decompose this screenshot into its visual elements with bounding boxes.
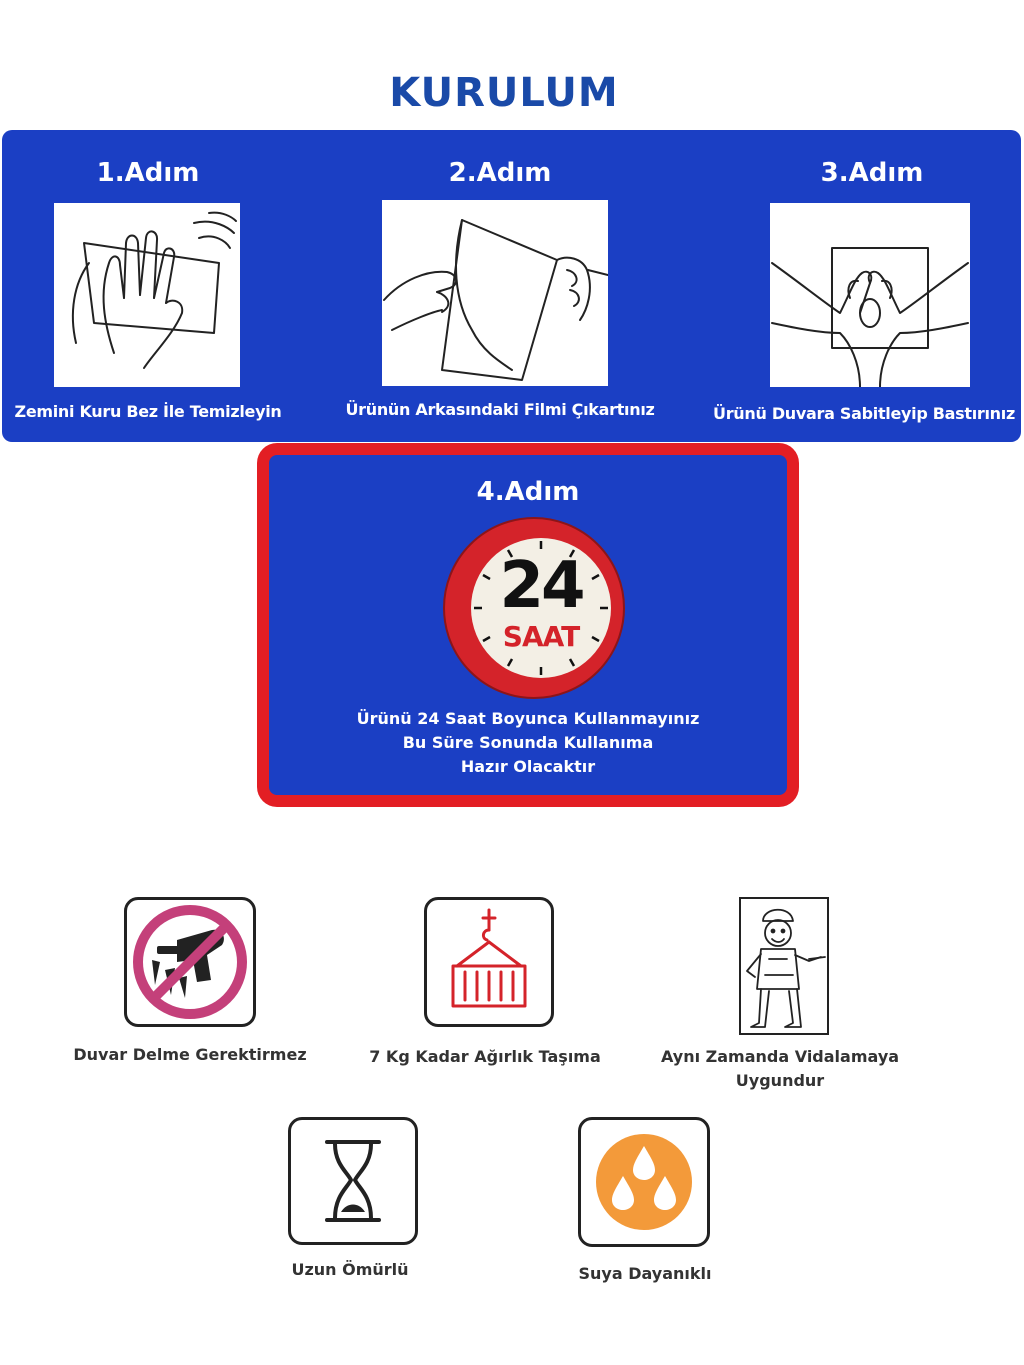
clock-24-hours-icon — [439, 513, 629, 707]
feature-crane-load-caption: 7 Kg Kadar Ağırlık Taşıma — [369, 1047, 601, 1066]
hand-wiping-cloth-icon — [54, 203, 240, 387]
steps-panel — [2, 130, 1021, 442]
feature-worker-drill-caption-line-2: Uygundur — [735, 1071, 825, 1090]
clock-number: 24 — [499, 549, 583, 623]
step-2-caption: Ürünün Arkasındaki Filmi Çıkartınız — [345, 400, 655, 419]
hands-peeling-film-icon — [382, 200, 608, 386]
step-4-caption-line-3: Hazır Olacaktır — [460, 757, 596, 776]
step-4-caption-line-2: Bu Süre Sonunda Kullanıma — [402, 733, 654, 752]
step-2 — [342, 130, 682, 442]
step-2-title: 2.Adım — [448, 158, 552, 188]
feature-worker-drill-caption — [630, 1045, 930, 1093]
water-drops-icon — [578, 1117, 710, 1247]
step-4-caption-line-1: Ürünü 24 Saat Boyunca Kullanmayınız — [356, 709, 700, 728]
step-4-inner — [269, 455, 787, 795]
step-4-caption — [269, 707, 787, 779]
clock-unit: SAAT — [502, 620, 580, 653]
step-3 — [702, 130, 1024, 442]
worker-drill-icon — [739, 897, 829, 1035]
step-3-caption: Ürünü Duvara Sabitleyip Bastırınız — [713, 404, 1015, 423]
step-3-title: 3.Adım — [820, 158, 924, 188]
step-4-title: 4.Adım — [476, 477, 580, 507]
step-4 — [257, 443, 799, 807]
hourglass-icon — [288, 1117, 418, 1245]
crane-load-icon — [424, 897, 554, 1027]
no-drill-icon — [124, 897, 256, 1027]
feature-hourglass-caption: Uzun Ömürlü — [291, 1260, 409, 1279]
step-1 — [2, 130, 342, 442]
feature-no-drill-caption: Duvar Delme Gerektirmez — [73, 1045, 307, 1064]
feature-worker-drill-caption-line-1: Aynı Zamanda Vidalamaya — [660, 1047, 900, 1066]
page-title: KURULUM — [389, 70, 619, 116]
feature-water-drops-caption: Suya Dayanıklı — [578, 1264, 712, 1283]
hands-pressing-wall-icon — [770, 203, 970, 387]
step-1-title: 1.Adım — [96, 158, 200, 188]
step-1-caption: Zemini Kuru Bez İle Temizleyin — [14, 402, 282, 421]
